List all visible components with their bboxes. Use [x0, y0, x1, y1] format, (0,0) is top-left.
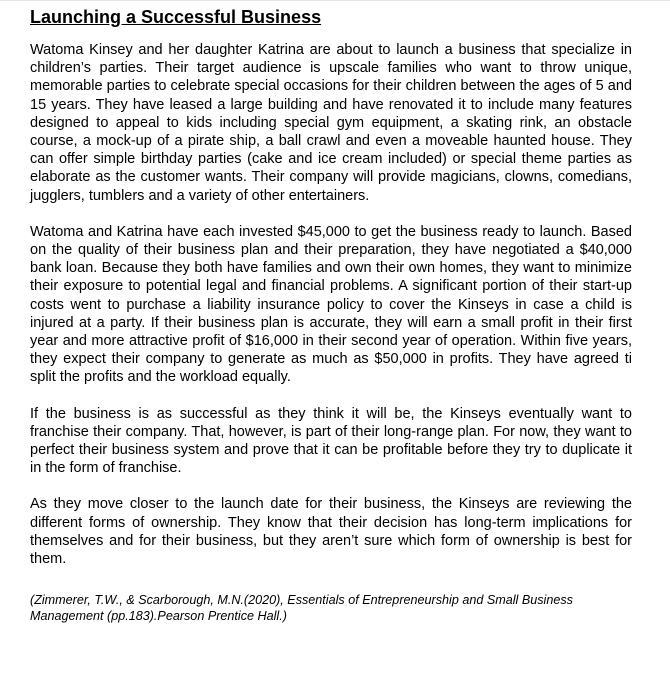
paragraph-1: Watoma Kinsey and her daughter Katrina are about to launch a business that specialize in children’s parties. Their target audience is upscale families who want to throw unique, memorable parties to celebrate special occasions for their children between the ages of 5 and 15 years. They have leased a large building and have renovated it to include many features designed to appeal to kids including special gym equipment, a skating rink, an obstacle course, a mock-up of a pirate ship, a ball crawl and even a moveable haunted house. They can offer simple birthday parties (cake and ice cream included) or special theme parties as elaborate as the customer wants. Their company will provide magicians, clowns, comedians, jugglers, tumblers and a variety of other entertainers.	[30, 42, 632, 204]
paragraph-2: Watoma and Katrina have each invested $45,000 to get the business ready to launch. Based on the quality of their business plan and their preparation, they have negotiated a $40,000 bank loan. Because they both have families and own their own homes, they want to minimize their exposure to potential legal and financial problems. A significant portion of their start-up costs went to purchase a liability insurance policy to cover the Kinseys in case a child is injured at a party. If their business plan is accurate, they will earn a small profit in their first year and more attractive profit of $16,000 in their second year of operation. Within five years, they expect their company to generate as much as $50,000 in profits. They have agreed ti split the profits and the workload equally.	[30, 223, 632, 386]
paragraph-4: As they move closer to the launch date for their business, the Kinseys are reviewing the different forms of ownership. They know that their decision has long-term implications for themselves and for their business, but they aren’t sure which form of ownership is best for them.	[30, 496, 632, 568]
paragraph-3: If the business is as successful as they think it will be, the Kinseys eventually want to franchise their company. That, however, is part of their long-range plan. For now, they want to perfect their business system and prove that it can be profitable before they try to duplicate it in the form of franchise.	[30, 405, 632, 477]
document-title: Launching a Successful Business	[30, 7, 322, 27]
citation: (Zimmerer, T.W., & Scarborough, M.N.(2020), Essentials of Entrepreneurship and Small Business Management (pp.183).Pearson Prentice Hall.)	[30, 593, 573, 624]
